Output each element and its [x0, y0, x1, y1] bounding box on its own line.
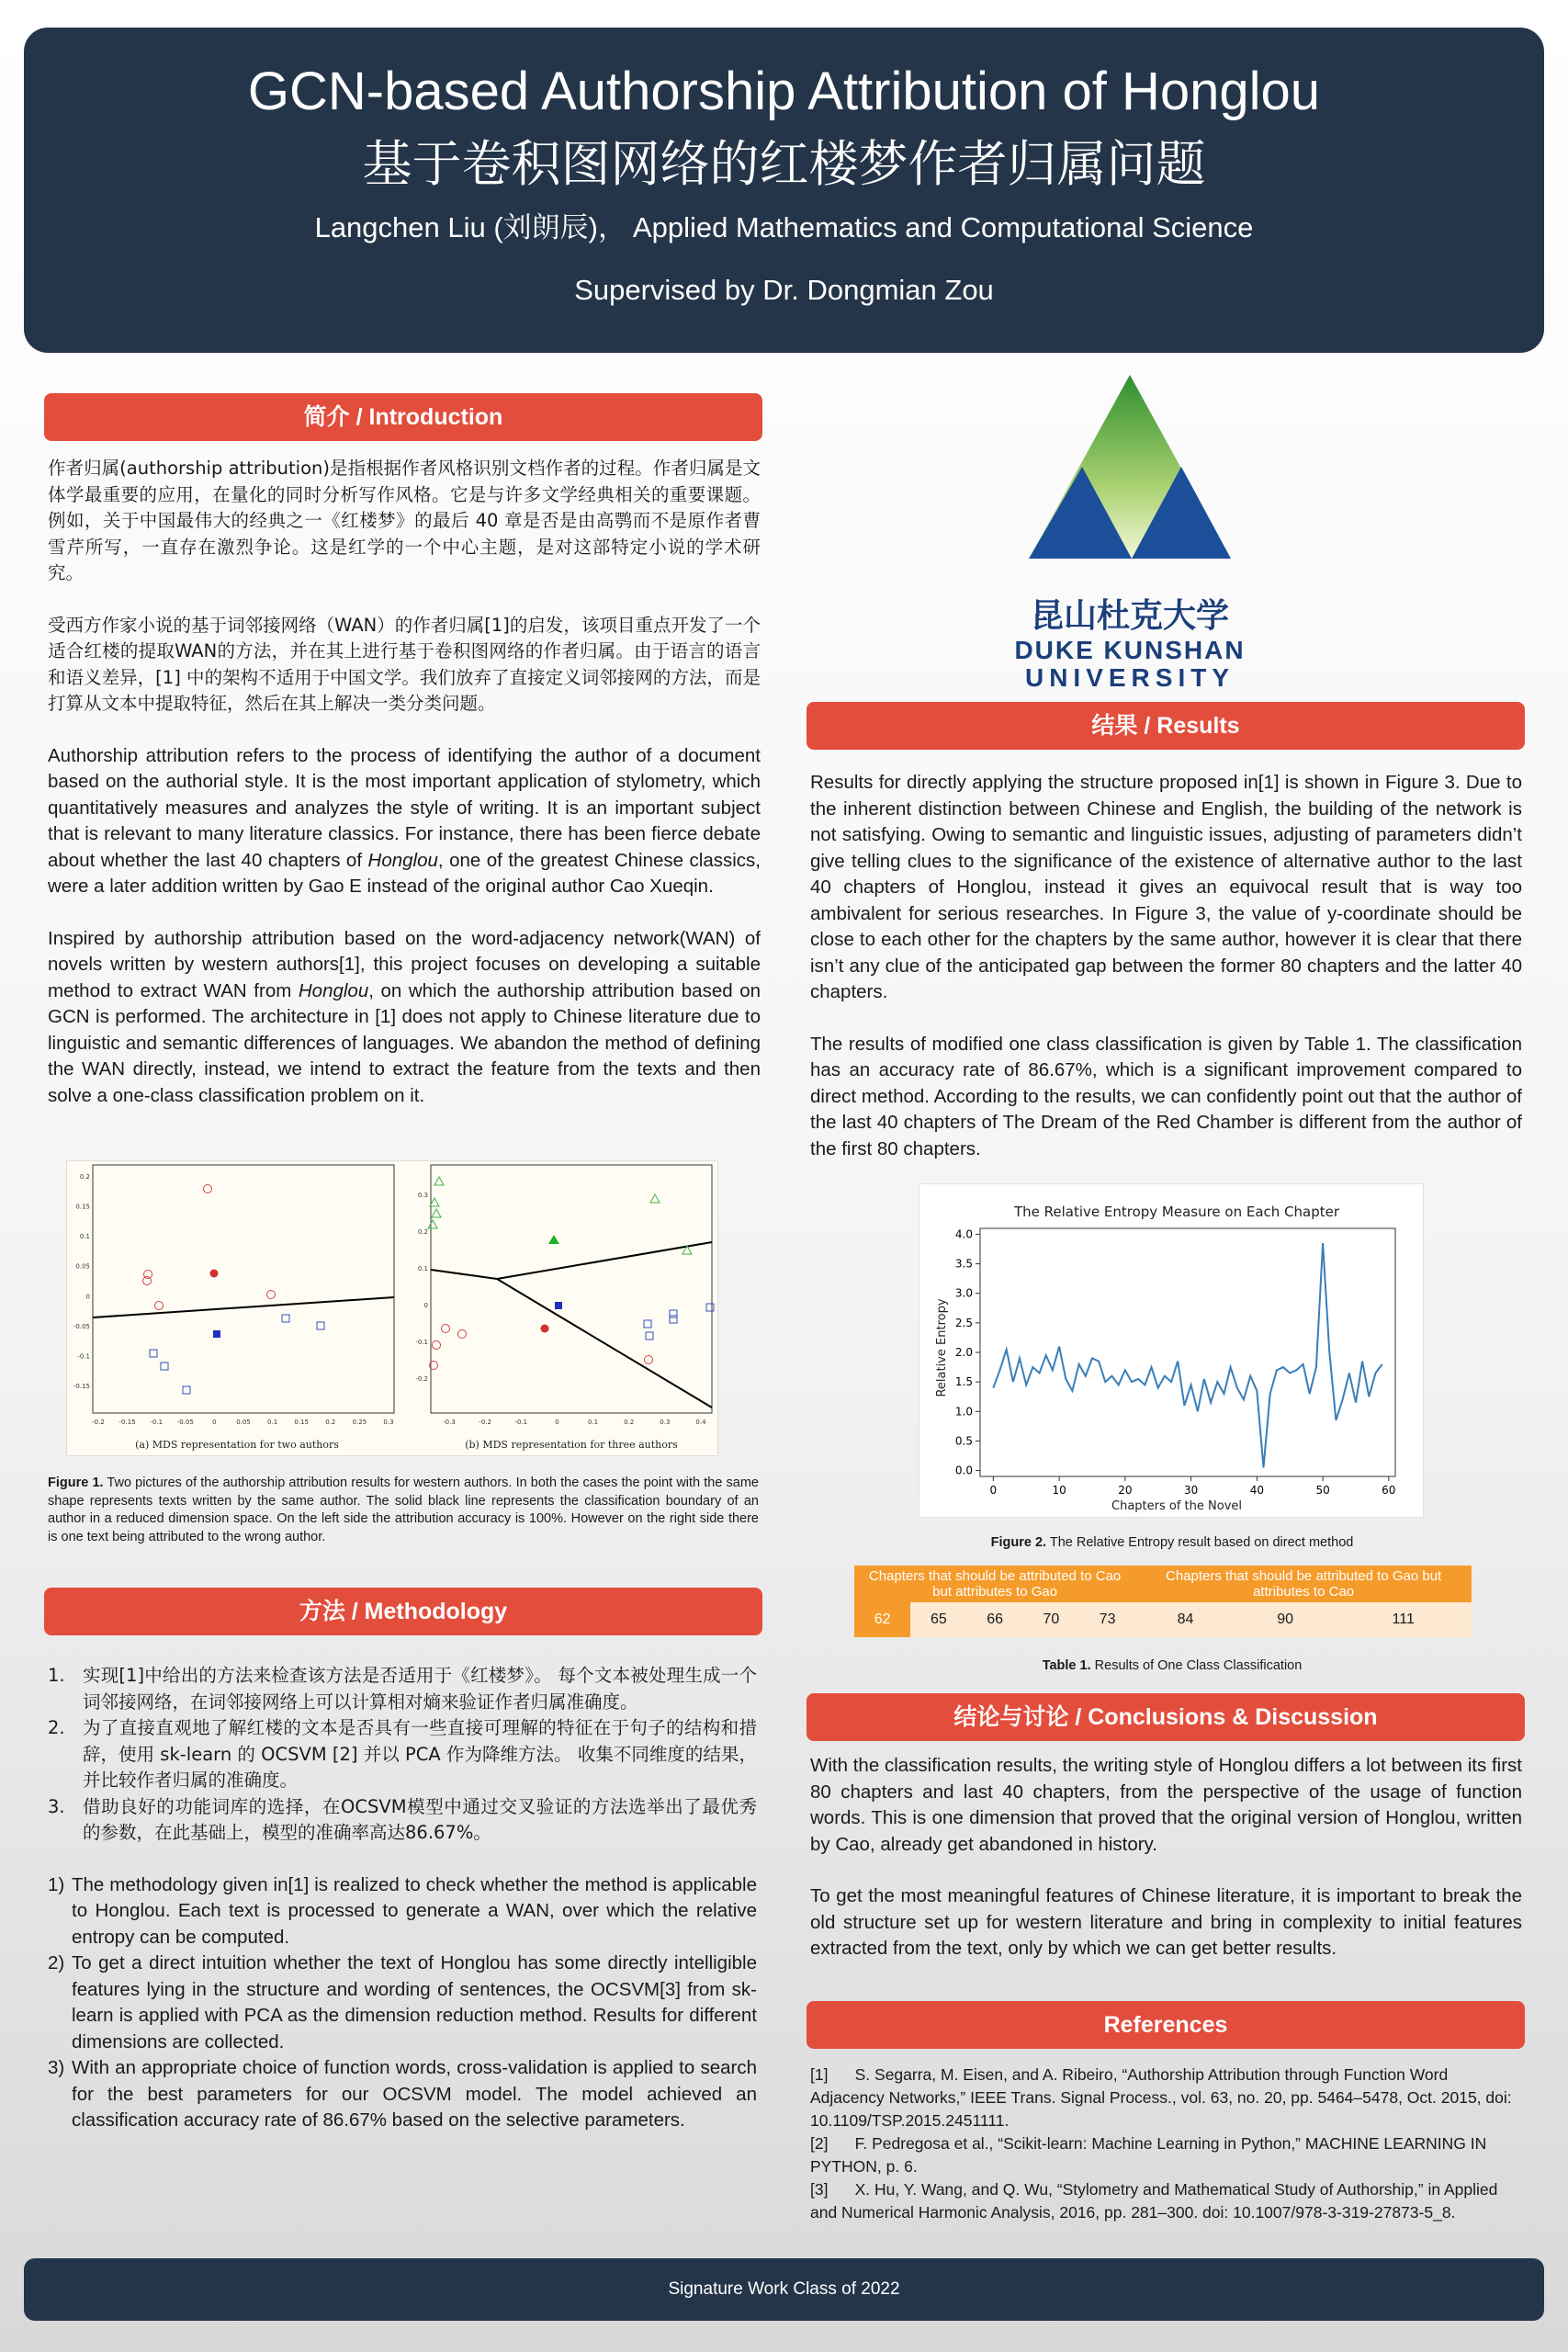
table-row: [854, 1602, 1472, 1637]
panel-b-xtick: -0.1: [514, 1419, 528, 1426]
methodology-en-item: 2) To get a direct intuition whether the text of Honglou has some directly intelligible features lying in the structure and wording of sentences, the OCSVM[3] from sk-learn is applied with PCA as the dimension reduction method. Results for different dimensions are collected.: [48, 1952, 757, 2052]
panel-a-ytick: 0.05: [75, 1262, 90, 1271]
panel-a-xtick: 0.05: [236, 1419, 251, 1426]
methodology-body: [48, 1663, 757, 2134]
panel-a-xtick: 0.3: [383, 1419, 394, 1426]
table-cell: 65: [910, 1602, 966, 1637]
intro-en-p1: Authorship attribution refers to the process of identifying the author of a document based on the authorial style. It is the most important application of stylometry, which quantitatively measures and analyzes the style of writing. It is an important subject that is relevant to many literature classics. For instance, there has been fierce debate about whether the last 40 chapters of Honglou, one of the greatest Chinese classics, were a later addition written by Gao E instead of the original author Cao Xueqin.: [48, 744, 761, 897]
panel-b-xtick: 0.4: [695, 1419, 706, 1426]
conclusions-body: [810, 1753, 1522, 1988]
references-list: [810, 2064, 1522, 2224]
table-cell: 84: [1135, 1602, 1235, 1637]
logo-en-text-2: UNIVERSITY: [1024, 663, 1235, 692]
poster-footer: Signature Work Class of 2022: [24, 2258, 1544, 2321]
panel-a-ytick: 0.1: [79, 1233, 90, 1241]
chart-xtick-label: 50: [1315, 1484, 1330, 1497]
panel-a-xtick: -0.15: [118, 1419, 136, 1426]
table-cell: 70: [1023, 1602, 1079, 1637]
chart-ytick-label: 0.5: [954, 1434, 973, 1448]
results-table: [854, 1566, 1472, 1637]
reference-item: [2] F. Pedregosa et al., “Scikit-learn: Machine Learning in Python,” MACHINE LEARNING IN PYTHON, p. 6.: [810, 2134, 1492, 2176]
chart-ytick-label: 1.0: [954, 1405, 973, 1419]
author-line: Langchen Liu (刘朗辰)， Applied Mathematics and Computational Science: [314, 211, 1254, 243]
methodology-cn-item: 1. 实现[1]中给出的方法来检查该方法是否适用于《红楼梦》。 每个文本被处理生成一个词邻接网络，在词邻接网络上可以计算相对熵来验证作者归属准确度。: [48, 1665, 757, 1713]
chart-xtick-label: 10: [1052, 1484, 1066, 1497]
panel-a-xtick: -0.2: [92, 1419, 105, 1426]
figure-1-svg: [67, 1161, 717, 1455]
table-header-row: [854, 1566, 1472, 1602]
chart-ytick-label: 3.0: [954, 1286, 973, 1300]
poster-header: [24, 28, 1544, 353]
supervisor-line: Supervised by Dr. Dongmian Zou: [574, 274, 994, 306]
references-heading: References: [807, 2001, 1525, 2049]
methodology-en-list: [48, 1872, 757, 2134]
chart-xtick-label: 30: [1183, 1484, 1199, 1497]
panel-a-xtick: -0.05: [176, 1419, 194, 1426]
chart-xtick-label: 20: [1118, 1484, 1133, 1497]
panel-b-xtick: 0: [555, 1419, 559, 1426]
results-p1: Results for directly applying the structure proposed in[1] is shown in Figure 3. Due to the inherent distinction between Chinese and English, the building of the network is not satisfying. Owing to semantic and linguistic issues, adjusting of parameters didn’t give telling clues to the significance of the existence of alternative author to the last 40 chapters of Honglou, instead it gives an equivocal result that is way too ambivalent for serious researches. In Figure 3, the value of y-coordinate should be close to each other for the chapters by the same author, however it is clear that there isn’t any clue of the anticipated gap between the former 80 chapters and the latter 40 chapters.: [810, 772, 1522, 1002]
figure-1: [66, 1160, 718, 1456]
results-body: [810, 770, 1522, 1188]
chart-ytick-label: 0.0: [954, 1464, 973, 1477]
chart-title: The Relative Entropy Measure on Each Chapter: [1013, 1204, 1340, 1220]
figure-2-caption: Figure 2. The Relative Entropy result based on direct method: [990, 1535, 1354, 1550]
results-p2: The results of modified one class classification is given by Table 1. The classification has an accuracy rate of 86.67%, which is a significant improvement compared to direct method. According to the results, we can confidently point out that the author of the last 40 chapters of The Dream of the Red Chamber is different from the author of the first 80 chapters.: [810, 1033, 1522, 1159]
title-cn: 基于卷积图网络的红楼梦作者归属问题: [362, 137, 1206, 192]
methodology-cn-list: [48, 1663, 757, 1847]
chart-frame: [980, 1228, 1395, 1476]
table-cell: 90: [1235, 1602, 1336, 1637]
methodology-heading: 方法 / Methodology: [44, 1588, 762, 1635]
title-en: GCN-based Authorship Attribution of Honglou: [247, 62, 1321, 121]
panel-a-ytick: -0.05: [73, 1322, 90, 1330]
university-logo: [1010, 368, 1249, 692]
panel-a-xtick: 0.1: [267, 1419, 278, 1426]
table-cell: 111: [1335, 1602, 1472, 1637]
chart-ytick-label: 2.0: [954, 1346, 973, 1359]
logo-en-text: DUKE KUNSHAN: [1014, 636, 1246, 664]
intro-cn-p2: 受西方作家小说的基于词邻接网络（WAN）的作者归属[1]的启发，该项目重点开发了一个适合红楼的提取WAN的方法，并在其上进行基于卷积图网络的作者归属。由于语言的语言和语义差异，[1] 中的架构不适用于中国文学。我们放弃了直接定义词邻接网的方法，而是打算从文本中提取特征，然后在其上解决一类分类问题。: [48, 614, 761, 714]
chart-series-line: [993, 1243, 1382, 1467]
methodology-en-item: 3) With an appropriate choice of function words, cross-validation is applied to search for the best parameters for our OCSVM model. The model achieved an classification accuracy rate of 86.67% based on the selective parameters.: [48, 2057, 757, 2131]
panel-b-xtick: -0.2: [479, 1419, 491, 1426]
results-heading: 结果 / Results: [807, 702, 1525, 750]
table-header-cao: Chapters that should be attributed to Cao but attributes to Gao: [854, 1566, 1135, 1602]
intro-cn-p1: 作者归属(authorship attribution)是指根据作者风格识别文档作者的过程。作者归属是文体学最重要的应用，在量化的同时分析写作风格。它是与许多文学经典相关的重要课题。例如，关于中国最伟大的经典之一《红楼梦》的最后 40 章是否是由高鹗而不是原作者曹雪芹所写，一直存在激烈争论。这是红学的一个中心主题，是对这部特定小说的学术研究。: [48, 458, 761, 583]
intro-en-p2: Inspired by authorship attribution based on the word-adjacency network(WAN) of novels written by western authors[1], this project focuses on developing a suitable method to extract WAN from Honglou, on which the authorship attribution based on GCN is performed. The architecture in [1] does not apply to Chinese literature due to linguistic and semantic differences of languages. We abandon the method of defining the WAN directly, instead, we intend to extract the feature from the texts and then solve a one-class classification problem on it.: [48, 927, 761, 1106]
panel-b-xtick: 0.2: [624, 1419, 635, 1426]
panel-a-caption: (a) MDS representation for two authors: [135, 1439, 339, 1451]
intro-body: [48, 456, 761, 1135]
b-point: [541, 1325, 549, 1333]
chart-xtick-label: 40: [1249, 1484, 1264, 1497]
reference-item: [1] S. Segarra, M. Eisen, and A. Ribeiro, “Authorship Attribution through Function Word Adjacency Networks,” IEEE Trans. Signal Process., vol. 63, no. 20, pp. 5464–5478, Oct. 2015, doi: 10.1109/TSP.2015.2451111.: [810, 2065, 1517, 2130]
panel-b-xtick: 0.1: [588, 1419, 599, 1426]
panel-a-ytick: -0.1: [77, 1352, 90, 1361]
methodology-cn-item: 2. 为了直接直观地了解红楼的文本是否具有一些直接可理解的特征在于句子的结构和措辞，使用 sk-learn 的 OCSVM [2] 并以 PCA 作为降维方法。 收集不同维度的结果，并比较作者归属的准确度。: [48, 1717, 757, 1791]
figure-1-caption: Figure 1. Two pictures of the authorship attribution results for western authors. In both the cases the point with the same shape represents texts written by the same author. The solid black line represents the classification boundary of an author in a reduced dimension space. On the left side the attribution accuracy is 100%. However on the right side there is one text being attributed to the wrong author.: [48, 1476, 759, 1544]
panel-b-frame: [431, 1165, 712, 1413]
logo-mountains-icon: [1010, 368, 1249, 588]
a-point: [210, 1270, 219, 1278]
relative-entropy-chart: [919, 1184, 1423, 1517]
chart-ylabel: Relative Entropy: [935, 1298, 949, 1397]
table-cell: 73: [1079, 1602, 1135, 1637]
chart-xlabel: Chapters of the Novel: [1111, 1499, 1242, 1513]
table-cell: 66: [966, 1602, 1022, 1637]
panel-a-xtick: 0.2: [325, 1419, 336, 1426]
panel-a-xtick: 0: [212, 1419, 217, 1426]
intro-heading: 简介 / Introduction: [44, 393, 762, 441]
panel-b-caption: (b) MDS representation for three authors: [465, 1439, 678, 1451]
panel-b-ytick: 0.1: [417, 1265, 428, 1272]
conclusions-p1: With the classification results, the writing style of Honglou differs a lot between its first 80 chapters and last 40 chapters, from the perspective of the usage of function words. This is one dimension that proved that the original version of Honglou, written by Cao, already get abandoned in history.: [810, 1755, 1522, 1855]
chart-ytick-label: 4.0: [954, 1227, 973, 1241]
b-point: [555, 1302, 562, 1309]
chart-xtick-label: 0: [989, 1484, 998, 1497]
a-point: [213, 1330, 220, 1338]
conclusions-p2: To get the most meaningful features of Chinese literature, it is important to break the old structure set up for western literature and bring in complexity to initial features extracted from the text, only by which we can get better results.: [810, 1885, 1522, 1959]
panel-a-ytick: 0.15: [75, 1203, 90, 1211]
panel-a-ytick: 0.2: [79, 1173, 90, 1181]
methodology-en-item: 1) The methodology given in[1] is realized to check whether the method is applicable to Honglou. Each text is processed to generate a WAN, over which the relative entropy can be computed.: [48, 1873, 757, 1948]
panel-b-ytick: -0.1: [415, 1339, 428, 1346]
panel-a-xtick: 0.25: [352, 1419, 367, 1426]
logo-cn-text: 昆山杜克大学: [1030, 596, 1229, 635]
reference-item: [3] X. Hu, Y. Wang, and Q. Wu, “Stylometry and Mathematical Study of Authorship,” in Applied and Numerical Harmonic Analysis, 2016, pp. 281–300. doi: 10.1007/978-3-319-27873-5_8.: [810, 2180, 1503, 2222]
panel-a-frame: [93, 1165, 394, 1413]
methodology-cn-item: 3. 借助良好的功能词库的选择，在OCSVM模型中通过交叉验证的方法选举出了最优秀的参数，在此基础上，模型的准确率高达86.67%。: [48, 1795, 757, 1843]
panel-b-ytick: 0.2: [417, 1228, 428, 1236]
panel-a-ytick: -0.15: [73, 1383, 90, 1390]
table-cell: 62: [854, 1602, 910, 1637]
panel-a-xtick: -0.1: [150, 1419, 164, 1426]
figure-2: [919, 1183, 1424, 1518]
table-header-gao: Chapters that should be attributed to Gao but attributes to Cao: [1135, 1566, 1472, 1602]
table-1-caption: Table 1. Results of One Class Classification: [1042, 1658, 1303, 1673]
panel-b-xtick: 0.3: [660, 1419, 671, 1426]
panel-b-xtick: -0.3: [443, 1419, 456, 1426]
panel-b-ytick: 0: [423, 1302, 428, 1309]
panel-a-ytick: 0: [85, 1293, 90, 1301]
chart-ytick-label: 3.5: [954, 1257, 973, 1271]
chart-ytick-label: 1.5: [954, 1375, 973, 1389]
chart-ytick-label: 2.5: [954, 1316, 973, 1329]
chart-xtick-label: 60: [1382, 1484, 1396, 1497]
panel-a-xtick: 0.15: [294, 1419, 309, 1426]
conclusions-heading: 结论与讨论 / Conclusions & Discussion: [807, 1693, 1525, 1741]
panel-b-ytick: 0.3: [417, 1192, 428, 1199]
panel-b-ytick: -0.2: [415, 1375, 428, 1383]
